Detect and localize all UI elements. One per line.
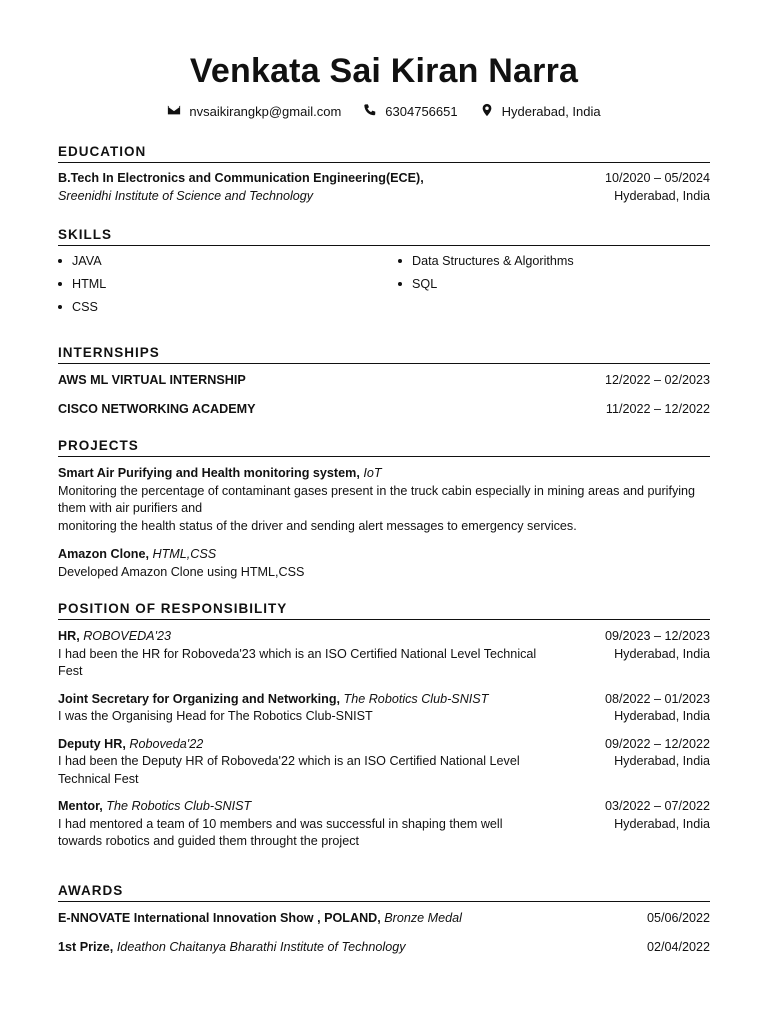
internship-name: CISCO NETWORKING ACADEMY xyxy=(58,401,256,416)
role-dates: 08/2022 – 01/2023 xyxy=(604,691,710,706)
award-name: 1st Prize, xyxy=(58,939,114,954)
role: HR, xyxy=(58,629,80,643)
internship-dates: 12/2022 – 02/2023 xyxy=(604,373,710,387)
mail-icon xyxy=(167,103,181,120)
location-pin-icon xyxy=(480,103,494,120)
skill-item xyxy=(398,277,698,291)
skill-item xyxy=(58,254,398,268)
skill-label: HTML xyxy=(72,277,107,291)
bullet-icon xyxy=(398,282,402,286)
bullet-icon xyxy=(58,282,62,286)
school: Sreenidhi Institute of Science and Technology xyxy=(58,188,314,203)
bullet-icon xyxy=(398,259,402,263)
responsibility-entry xyxy=(58,628,710,681)
award-date: 05/06/2022 xyxy=(646,911,710,925)
education-section xyxy=(58,144,710,205)
skill-label: SQL xyxy=(412,277,438,291)
role-desc: I was the Organising Head for The Robotics Club-SNIST xyxy=(58,709,373,723)
section-title: SKILLS xyxy=(58,227,710,246)
skills-list xyxy=(58,254,710,314)
section-title: INTERNSHIPS xyxy=(58,345,710,364)
internship-entry xyxy=(58,372,710,390)
award-entry xyxy=(58,939,710,957)
role: Joint Secretary for Organizing and Networking, xyxy=(58,691,341,706)
role-dates: 03/2022 – 07/2022 xyxy=(604,799,710,813)
skill-label: JAVA xyxy=(72,254,102,268)
role-desc: I had been the HR for Roboveda'23 which is an ISO Certified National Level Technical Fest xyxy=(58,646,537,678)
internship-name: AWS ML VIRTUAL INTERNSHIP xyxy=(58,373,246,387)
project-tag: IoT xyxy=(363,466,382,480)
award-name: E-NNOVATE International Innovation Show , POLAND, xyxy=(58,911,381,925)
responsibility-entry xyxy=(58,736,710,789)
organization: Roboveda'22 xyxy=(129,736,204,751)
role-location: Hyderabad, India xyxy=(614,646,710,661)
education-location: Hyderabad, India xyxy=(614,188,710,203)
skill-label: Data Structures & Algorithms xyxy=(412,254,574,268)
education-entry xyxy=(58,170,710,205)
award-entry xyxy=(58,910,710,928)
education-right xyxy=(593,170,710,205)
role: Mentor, xyxy=(58,799,103,813)
email-text: nvsaikirangkp@gmail.com xyxy=(189,104,342,119)
phone-text: 6304756651 xyxy=(385,104,458,119)
contact-bar xyxy=(58,103,710,120)
project-tag: HTML,CSS xyxy=(152,547,217,561)
role-location: Hyderabad, India xyxy=(614,816,710,831)
organization: The Robotics Club-SNIST xyxy=(106,799,252,813)
role-desc: I had mentored a team of 10 members and was successful in shaping them well towards robotics and guided them throught the project xyxy=(58,816,503,848)
education-dates: 10/2020 – 05/2024 xyxy=(604,171,710,185)
project-desc-line: Monitoring the percentage of contaminant gases present in the truck cabin especially in mining areas and purifying them with air purifiers and xyxy=(58,483,696,515)
project-desc-line: monitoring the health status of the driver and sending alert messages to emergency services. xyxy=(58,518,577,533)
award-detail: Bronze Medal xyxy=(384,911,462,925)
internships-section xyxy=(58,345,710,418)
section-title: PROJECTS xyxy=(58,438,710,457)
skill-label: CSS xyxy=(72,300,98,314)
project-desc-line: Developed Amazon Clone using HTML,CSS xyxy=(58,564,305,579)
education-left xyxy=(58,170,593,205)
project-entry xyxy=(58,546,710,581)
contact-email xyxy=(167,103,341,120)
role-location: Hyderabad, India xyxy=(614,754,710,768)
bullet-icon xyxy=(58,305,62,309)
role-dates: 09/2022 – 12/2022 xyxy=(604,736,710,751)
skill-item xyxy=(398,254,698,268)
internship-entry xyxy=(58,401,710,419)
bullet-icon xyxy=(58,259,62,263)
award-date: 02/04/2022 xyxy=(646,939,710,954)
section-title: AWARDS xyxy=(58,883,710,902)
responsibility-entry xyxy=(58,798,710,851)
contact-location xyxy=(480,103,601,120)
project-name: Amazon Clone, xyxy=(58,547,149,561)
internship-dates: 11/2022 – 12/2022 xyxy=(605,401,710,416)
project-name: Smart Air Purifying and Health monitoring system, xyxy=(58,466,360,480)
section-title: EDUCATION xyxy=(58,144,710,163)
degree: B.Tech In Electronics and Communication Engineering(ECE), xyxy=(58,171,424,185)
award-detail: Ideathon Chaitanya Bharathi Institute of Technology xyxy=(116,939,406,954)
phone-icon xyxy=(363,103,377,120)
responsibility-section xyxy=(58,601,710,851)
role-location: Hyderabad, India xyxy=(614,709,710,723)
location-text: Hyderabad, India xyxy=(501,104,601,119)
role-dates: 09/2023 – 12/2023 xyxy=(604,629,710,643)
project-entry xyxy=(58,465,710,535)
awards-section xyxy=(58,883,710,956)
organization: ROBOVEDA'23 xyxy=(83,629,171,643)
skills-section xyxy=(58,227,710,314)
role-desc: I had been the Deputy HR of Roboveda'22 which is an ISO Certified National Level Technical Fest xyxy=(58,754,520,786)
skill-item xyxy=(58,277,398,291)
contact-phone xyxy=(363,103,457,120)
skill-item xyxy=(58,300,398,314)
role: Deputy HR, xyxy=(58,736,126,751)
responsibility-entry xyxy=(58,691,710,726)
candidate-name: Venkata Sai Kiran Narra xyxy=(189,52,579,90)
section-title: POSITION OF RESPONSIBILITY xyxy=(58,601,710,620)
projects-section xyxy=(58,438,710,581)
organization: The Robotics Club-SNIST xyxy=(343,691,489,706)
